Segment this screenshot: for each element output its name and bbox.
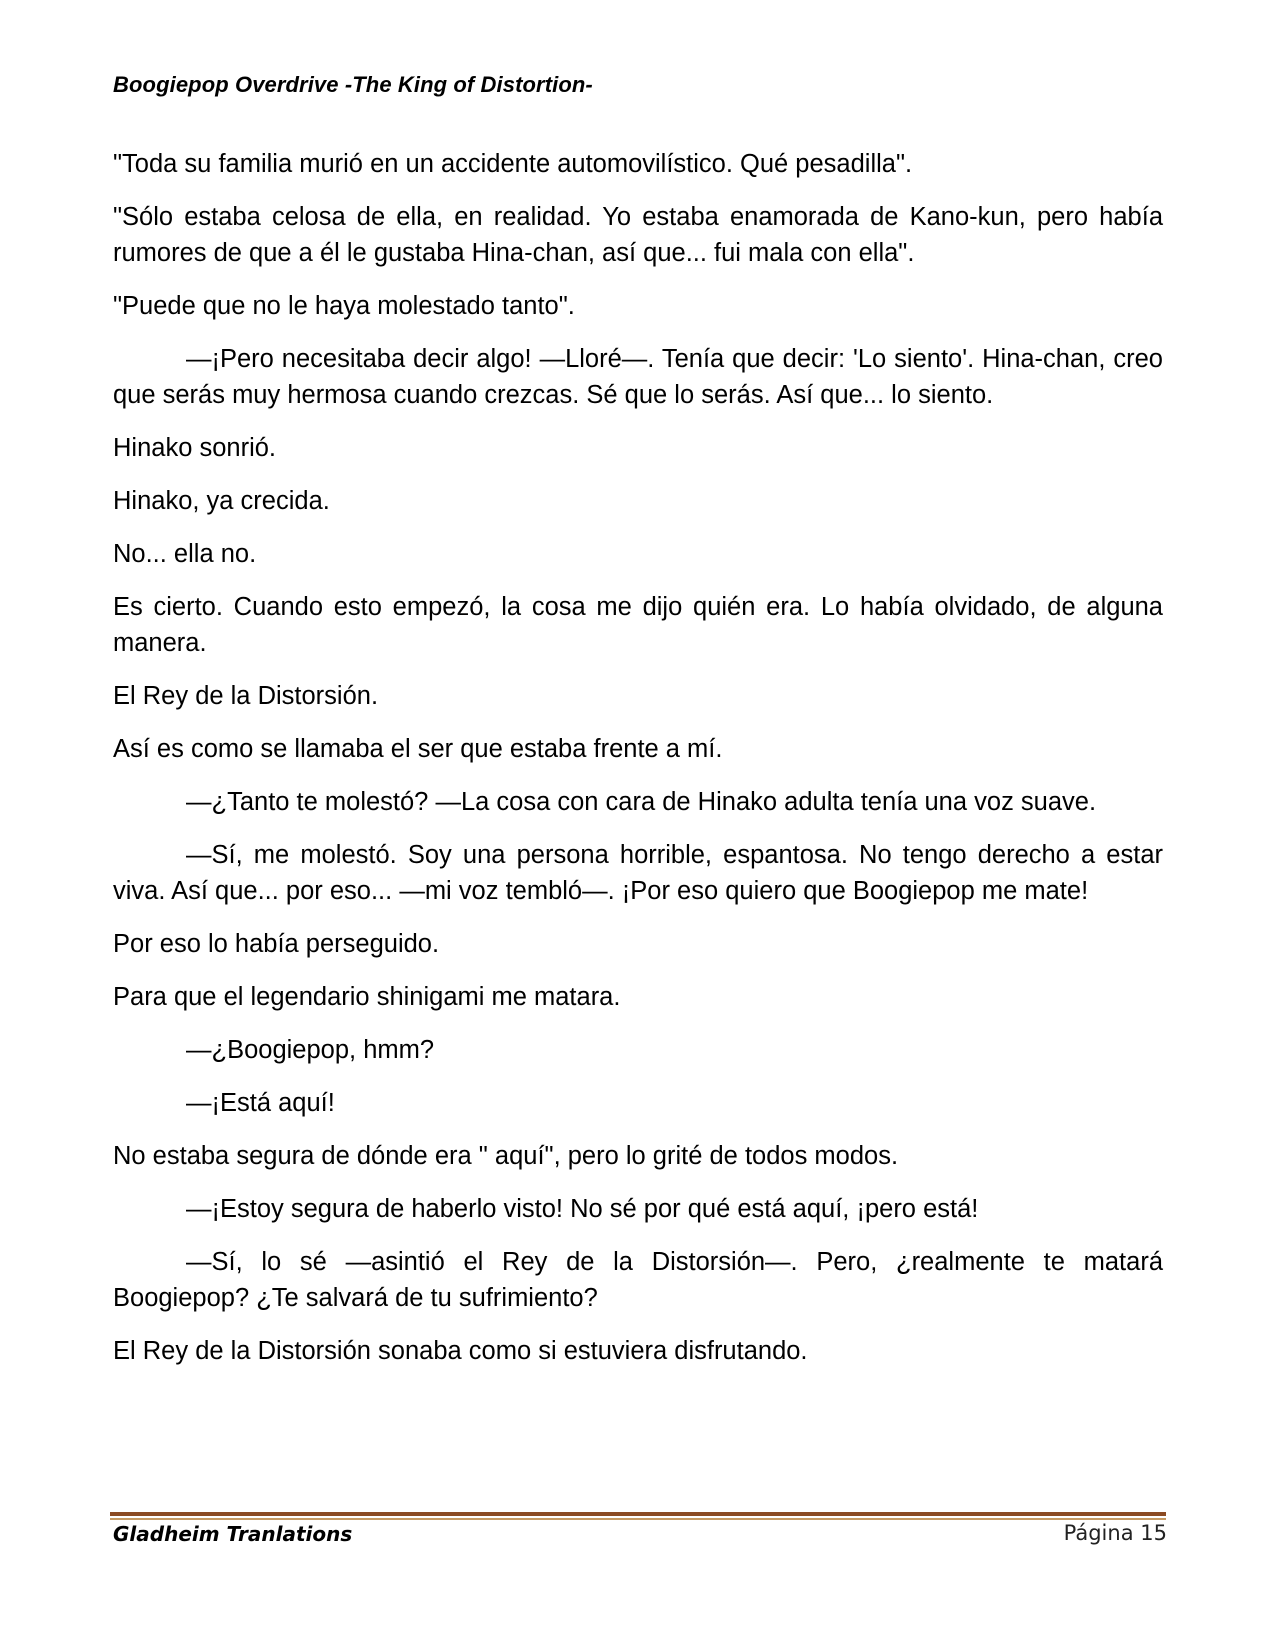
- paragraph: —Sí, lo sé —asintió el Rey de la Distorsión—. Pero, ¿realmente te matará Boogiepop? ¿Te salvará de tu sufrimiento?: [113, 1248, 1163, 1312]
- paragraph: "Toda su familia murió en un accidente automovilístico. Qué pesadilla".: [113, 150, 913, 178]
- footer-divider: [110, 1512, 1166, 1516]
- paragraph: Por eso lo había perseguido.: [113, 930, 440, 958]
- paragraph: No estaba segura de dónde era " aquí", pero lo grité de todos modos.: [113, 1142, 899, 1170]
- document-header: Boogiepop Overdrive -The King of Distortion-: [113, 72, 593, 97]
- page-number-label: [1064, 1521, 1167, 1545]
- paragraph: Hinako, ya crecida.: [113, 487, 330, 515]
- paragraph: —¡Pero necesitaba decir algo! —Lloré—. Tenía que decir: 'Lo siento'. Hina-chan, creo que serás muy hermosa cuando crezcas. Sé que lo serás. Así que... lo siento.: [113, 345, 1163, 409]
- paragraph: Para que el legendario shinigami me matara.: [113, 983, 621, 1011]
- body-text: [113, 146, 1163, 1386]
- paragraph: "Sólo estaba celosa de ella, en realidad. Yo estaba enamorada de Kano-kun, pero había rumores de que a él le gustaba Hina-chan, así que... fui mala con ella".: [113, 203, 1163, 267]
- page-number: 15: [1140, 1521, 1167, 1545]
- paragraph: El Rey de la Distorsión.: [113, 682, 379, 710]
- footer-divider-accent: [110, 1518, 1166, 1520]
- footer-publisher: Gladheim Tranlations: [113, 1522, 353, 1546]
- paragraph: Hinako sonrió.: [113, 434, 276, 462]
- paragraph: —Sí, me molestó. Soy una persona horrible, espantosa. No tengo derecho a estar viva. Así que... por eso... —mi voz tembló—. ¡Por eso quiero que Boogiepop me mate!: [113, 841, 1163, 905]
- paragraph: —¿Tanto te molestó? —La cosa con cara de Hinako adulta tenía una voz suave.: [186, 788, 1097, 816]
- page-label: Página: [1063, 1521, 1134, 1545]
- paragraph: —¡Está aquí!: [186, 1089, 335, 1117]
- paragraph: El Rey de la Distorsión sonaba como si estuviera disfrutando.: [113, 1337, 808, 1365]
- paragraph: —¡Estoy segura de haberlo visto! No sé por qué está aquí, ¡pero está!: [186, 1195, 979, 1223]
- paragraph: No... ella no.: [113, 540, 257, 568]
- paragraph: Así es como se llamaba el ser que estaba frente a mí.: [113, 735, 723, 763]
- paragraph: Es cierto. Cuando esto empezó, la cosa me dijo quién era. Lo había olvidado, de alguna manera.: [113, 593, 1163, 657]
- paragraph: —¿Boogiepop, hmm?: [186, 1036, 435, 1064]
- paragraph: "Puede que no le haya molestado tanto".: [113, 292, 575, 320]
